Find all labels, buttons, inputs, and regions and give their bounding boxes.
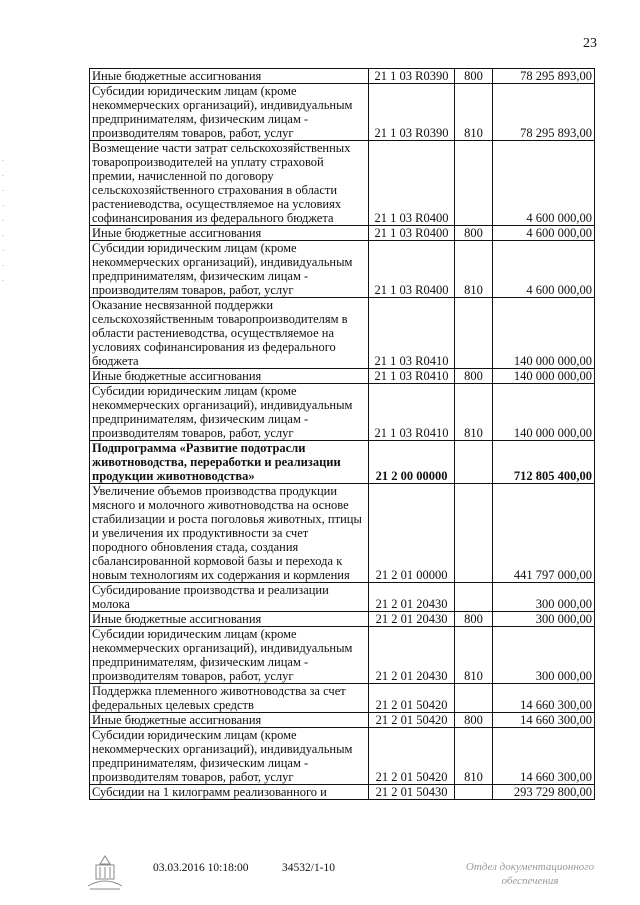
row-vr-cell: 800 <box>455 69 493 84</box>
row-sum-cell: 78 295 893,00 <box>493 84 595 141</box>
table-row <box>90 627 595 684</box>
table-row <box>90 369 595 384</box>
row-vr-cell: 810 <box>455 84 493 141</box>
budget-table <box>89 68 595 800</box>
row-vr-cell <box>455 785 493 800</box>
table-row <box>90 69 595 84</box>
department-stamp <box>455 860 605 888</box>
table-row <box>90 441 595 484</box>
row-vr-cell: 810 <box>455 728 493 785</box>
row-sum-cell: 441 797 000,00 <box>493 484 595 583</box>
row-sum-cell: 300 000,00 <box>493 627 595 684</box>
row-vr-cell <box>455 583 493 612</box>
row-vr-cell: 810 <box>455 241 493 298</box>
row-code-cell: 21 1 03 R0390 <box>369 84 455 141</box>
stamp-line-2: обеспечения <box>501 875 559 887</box>
row-name-cell: Субсидии юридическим лицам (кроме некоммерческих организаций), индивидуальным предпринимателям, физическим лицам - производителям товаров, работ, услуг <box>90 84 369 141</box>
row-name-cell: Субсидии на 1 килограмм реализованного и <box>90 785 369 800</box>
page-number: 23 <box>583 36 597 51</box>
row-code-cell: 21 2 01 20430 <box>369 627 455 684</box>
row-vr-cell: 800 <box>455 226 493 241</box>
row-code-cell: 21 2 01 20430 <box>369 583 455 612</box>
row-code-cell: 21 1 03 R0400 <box>369 141 455 226</box>
row-code-cell: 21 1 03 R0410 <box>369 369 455 384</box>
row-name-cell: Субсидирование производства и реализации молока <box>90 583 369 612</box>
table-row <box>90 728 595 785</box>
row-name-cell: Субсидии юридическим лицам (кроме некоммерческих организаций), индивидуальным предпринимателям, физическим лицам - производителям товаров, работ, услуг <box>90 728 369 785</box>
table-row <box>90 785 595 800</box>
page-footer <box>0 862 640 902</box>
row-vr-cell <box>455 684 493 713</box>
footer-datetime: 03.03.2016 10:18:00 <box>153 862 249 874</box>
table-row <box>90 484 595 583</box>
table-row <box>90 141 595 226</box>
row-name-cell: Увеличение объемов производства продукции мясного и молочного животноводства на основе стабилизации и роста поголовья животных, птицы и увеличения их продуктивности за счет породного обновления стада, создания сбалансированной кормовой базы и перехода к новым технологиям их содержания и кормления <box>90 484 369 583</box>
row-sum-cell: 140 000 000,00 <box>493 298 595 369</box>
row-sum-cell: 300 000,00 <box>493 583 595 612</box>
row-name-cell: Субсидии юридическим лицам (кроме некоммерческих организаций), индивидуальным предпринимателям, физическим лицам - производителям товаров, работ, услуг <box>90 241 369 298</box>
row-vr-cell: 810 <box>455 384 493 441</box>
row-vr-cell <box>455 441 493 484</box>
row-vr-cell: 800 <box>455 369 493 384</box>
row-code-cell: 21 2 01 20430 <box>369 612 455 627</box>
row-name-cell: Субсидии юридическим лицам (кроме некоммерческих организаций), индивидуальным предпринимателям, физическим лицам - производителям товаров, работ, услуг <box>90 627 369 684</box>
row-name-cell: Возмещение части затрат сельскохозяйственных товаропроизводителей на уплату страховой премии, начисленной по договору сельскохозяйственного страхования в области растениеводства, осуществляемое на условиях софинансирования из федерального бюджета <box>90 141 369 226</box>
table-row <box>90 241 595 298</box>
row-sum-cell: 4 600 000,00 <box>493 226 595 241</box>
row-vr-cell <box>455 141 493 226</box>
row-code-cell: 21 1 03 R0400 <box>369 226 455 241</box>
row-code-cell: 21 2 01 50420 <box>369 728 455 785</box>
row-code-cell: 21 2 01 50430 <box>369 785 455 800</box>
row-name-cell: Иные бюджетные ассигнования <box>90 369 369 384</box>
row-code-cell: 21 1 03 R0400 <box>369 241 455 298</box>
table-row <box>90 84 595 141</box>
row-sum-cell: 14 660 300,00 <box>493 728 595 785</box>
row-code-cell: 21 1 03 R0410 <box>369 384 455 441</box>
row-name-cell: Поддержка племенного животноводства за счет федеральных целевых средств <box>90 684 369 713</box>
table-row <box>90 226 595 241</box>
row-sum-cell: 300 000,00 <box>493 612 595 627</box>
row-name-cell: Иные бюджетные ассигнования <box>90 69 369 84</box>
row-sum-cell: 78 295 893,00 <box>493 69 595 84</box>
table-row <box>90 684 595 713</box>
row-vr-cell: 800 <box>455 713 493 728</box>
row-name-cell: Иные бюджетные ассигнования <box>90 713 369 728</box>
row-sum-cell: 293 729 800,00 <box>493 785 595 800</box>
row-sum-cell: 4 600 000,00 <box>493 141 595 226</box>
table-row <box>90 583 595 612</box>
emblem-logo-icon <box>82 852 128 892</box>
row-name-cell: Иные бюджетные ассигнования <box>90 612 369 627</box>
row-sum-cell: 14 660 300,00 <box>493 713 595 728</box>
stamp-line-1: Отдел документационного <box>465 861 595 873</box>
table-row <box>90 612 595 627</box>
row-sum-cell: 140 000 000,00 <box>493 384 595 441</box>
row-name-cell: Оказание несвязанной поддержки сельскохозяйственным товаропроизводителям в области растениеводства, осуществляемое на условиях софинансирования из федерального бюджета <box>90 298 369 369</box>
table-row <box>90 298 595 369</box>
row-vr-cell <box>455 484 493 583</box>
row-name-cell: Иные бюджетные ассигнования <box>90 226 369 241</box>
row-sum-cell: 4 600 000,00 <box>493 241 595 298</box>
row-code-cell: 21 2 01 50420 <box>369 684 455 713</box>
row-vr-cell: 810 <box>455 627 493 684</box>
row-code-cell: 21 1 03 R0390 <box>369 69 455 84</box>
table-row <box>90 384 595 441</box>
row-code-cell: 21 2 00 00000 <box>369 441 455 484</box>
row-name-cell: Субсидии юридическим лицам (кроме некоммерческих организаций), индивидуальным предпринимателям, физическим лицам - производителям товаров, работ, услуг <box>90 384 369 441</box>
footer-doc-id: 34532/1-10 <box>282 862 336 874</box>
row-code-cell: 21 1 03 R0410 <box>369 298 455 369</box>
row-sum-cell: 14 660 300,00 <box>493 684 595 713</box>
row-vr-cell: 800 <box>455 612 493 627</box>
row-vr-cell <box>455 298 493 369</box>
binding-margin-marks <box>0 160 6 290</box>
row-name-cell: Подпрограмма «Развитие подотрасли животноводства, переработки и реализации продукции животноводства» <box>90 441 369 484</box>
row-sum-cell: 140 000 000,00 <box>493 369 595 384</box>
table-row <box>90 713 595 728</box>
row-code-cell: 21 2 01 50420 <box>369 713 455 728</box>
row-sum-cell: 712 805 400,00 <box>493 441 595 484</box>
row-code-cell: 21 2 01 00000 <box>369 484 455 583</box>
